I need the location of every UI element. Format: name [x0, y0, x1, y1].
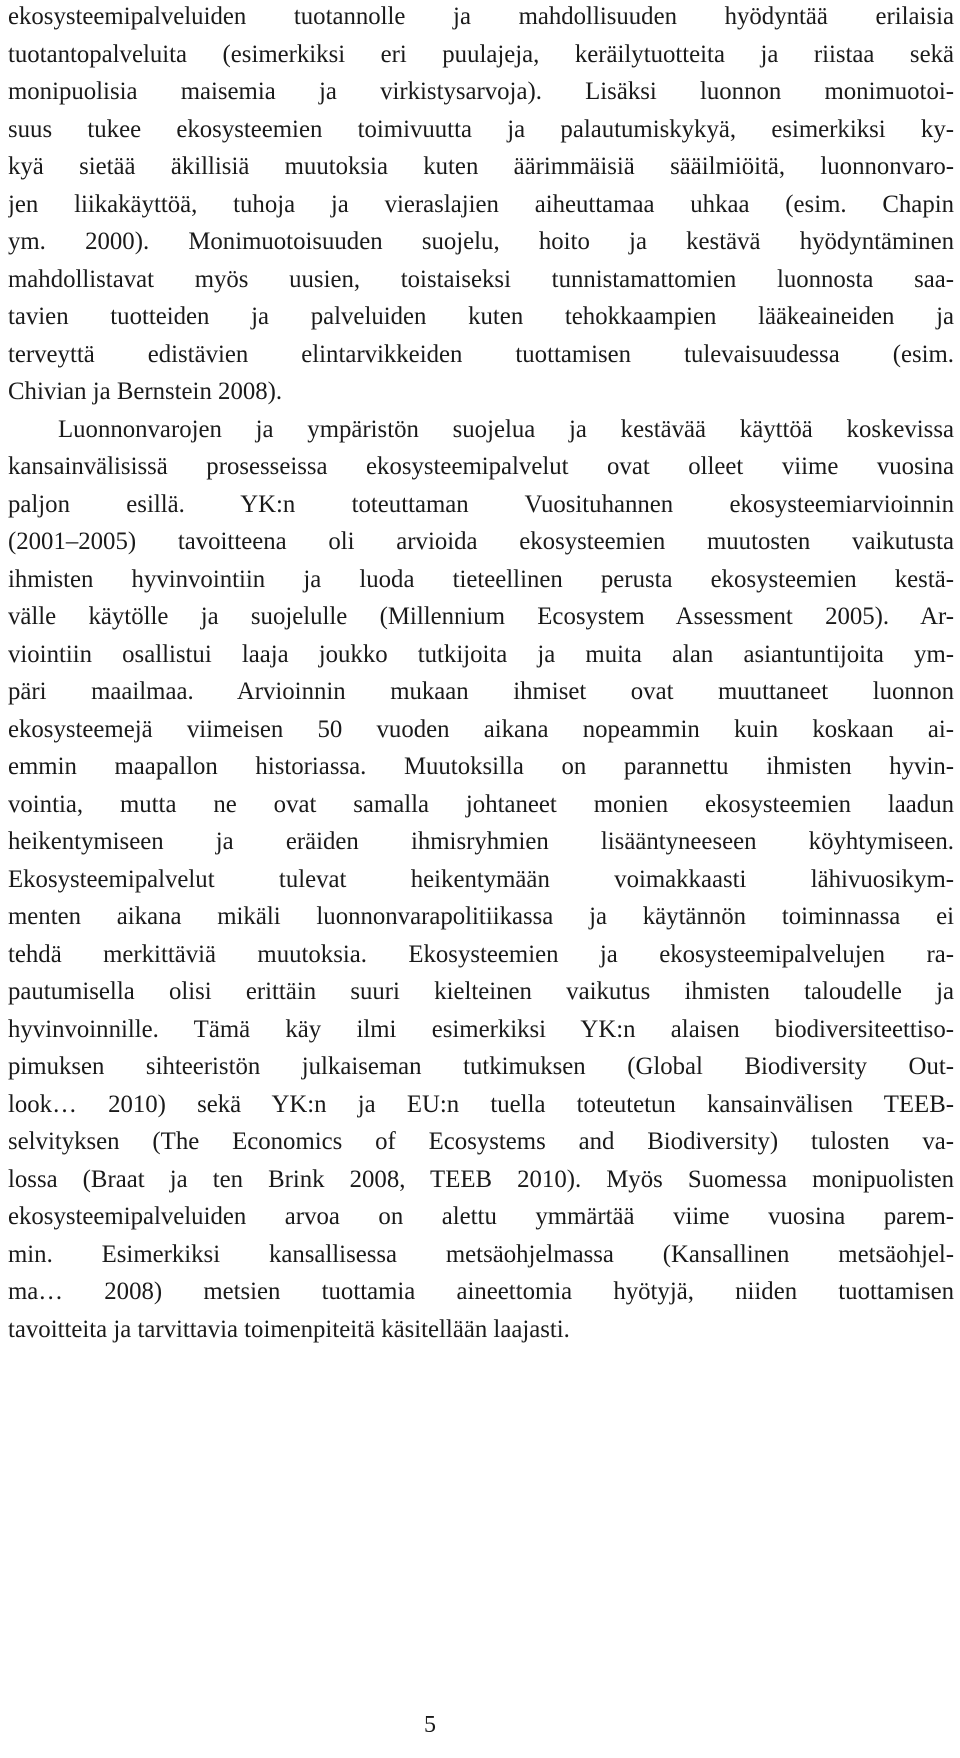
text-line: pautumisella olisi erittäin suuri kielteinen vaikutus ihmisten taloudelle ja	[8, 978, 954, 1005]
text-line: päri maailmaa. Arvioinnin mukaan ihmiset ovat muuttaneet luonnon	[8, 678, 954, 705]
text-line: monipuolisia maisemia ja virkistysarvoja). Lisäksi luonnon monimuotoi-	[8, 78, 954, 105]
text-line: lossa (Braat ja ten Brink 2008, TEEB 2010). Myös Suomessa monipuolisten	[8, 1165, 954, 1193]
body-text	[8, 0, 954, 1348]
text-line: Chivian ja Bernstein 2008).	[8, 378, 283, 405]
text-line: ekosysteemejä viimeisen 50 vuoden aikana nopeammin kuin koskaan ai-	[8, 715, 954, 743]
paragraph-2	[8, 411, 954, 1349]
text-line: menten aikana mikäli luonnonvarapolitiikassa ja käytännön toiminnassa ei	[8, 903, 954, 930]
text-line: emmin maapallon historiassa. Muutoksilla on parannettu ihmisten hyvin-	[8, 753, 954, 780]
text-line: tuotantopalveluita (esimerkiksi eri puulajeja, keräilytuotteita ja riistaa sekä	[8, 40, 954, 68]
text-line: ma… 2008) metsien tuottamia aineettomia hyötyjä, niiden tuottamisen	[8, 1278, 954, 1305]
text-line: ekosysteemipalveluiden tuotannolle ja mahdollisuuden hyödyntää erilaisia	[8, 3, 954, 30]
text-line: heikentymiseen ja eräiden ihmisryhmien lisääntyneeseen köyhtymiseen.	[8, 828, 954, 855]
text-line: selvityksen (The Economics of Ecosystems and Biodiversity) tulosten va-	[8, 1128, 954, 1155]
text-line: min. Esimerkiksi kansallisessa metsäohjelmassa (Kansallinen metsäohjel-	[8, 1240, 954, 1268]
text-line: vointia, mutta ne ovat samalla johtaneet monien ekosysteemien laadun	[8, 790, 954, 818]
text-line: välle käytölle ja suojelulle (Millennium Ecosystem Assessment 2005). Ar-	[8, 603, 954, 630]
text-line: jen liikakäyttöä, tuhoja ja vieraslajien aiheuttamaa uhkaa (esim. Chapin	[8, 190, 954, 218]
text-line: terveyttä edistävien elintarvikkeiden tuottamisen tulevaisuudessa (esim.	[8, 340, 954, 368]
text-line: tavien tuotteiden ja palveluiden kuten tehokkaampien lääkeaineiden ja	[8, 303, 954, 330]
text-line: look… 2010) sekä YK:n ja EU:n tuella toteutetun kansainvälisen TEEB-	[8, 1090, 954, 1118]
text-line: tehdä merkittäviä muutoksia. Ekosysteemien ja ekosysteemipalvelujen ra-	[8, 940, 954, 968]
text-line: ym. 2000). Monimuotoisuuden suojelu, hoito ja kestävä hyödyntäminen	[8, 228, 954, 255]
text-line: viointiin osallistui laaja joukko tutkijoita ja muita alan asiantuntijoita ym-	[8, 640, 954, 668]
text-line: tavoitteita ja tarvittavia toimenpiteitä käsitellään laajasti.	[8, 1315, 570, 1343]
paragraph-1	[8, 0, 954, 411]
text-line: ekosysteemipalveluiden arvoa on alettu ymmärtää viime vuosina parem-	[8, 1203, 954, 1230]
text-line: pimuksen sihteeristön julkaiseman tutkimuksen (Global Biodiversity Out-	[8, 1053, 954, 1080]
text-line: paljon esillä. YK:n toteuttaman Vuosituhannen ekosysteemiarvioinnin	[8, 490, 954, 518]
text-line: suus tukee ekosysteemien toimivuutta ja palautumiskykyä, esimerkiksi ky-	[8, 115, 954, 143]
text-line: kansainvälisissä prosesseissa ekosysteemipalvelut ovat olleet viime vuosina	[8, 453, 954, 480]
text-line: ihmisten hyvinvointiin ja luoda tieteellinen perusta ekosysteemien kestä-	[8, 565, 954, 593]
text-line: Ekosysteemipalvelut tulevat heikentymään voimakkaasti lähivuosikym-	[8, 865, 954, 893]
text-line: Luonnonvarojen ja ympäristön suojelua ja kestävää käyttöä koskevissa	[58, 415, 954, 443]
text-line: kyä sietää äkillisiä muutoksia kuten äärimmäisiä sääilmiöitä, luonnonvaro-	[8, 153, 954, 180]
text-line: mahdollistavat myös uusien, toistaiseksi tunnistamattomien luonnosta saa-	[8, 265, 954, 293]
page-number-container	[0, 1710, 960, 1740]
page-number: 5	[424, 1712, 436, 1738]
text-line: (2001–2005) tavoitteena oli arvioida ekosysteemien muutosten vaikutusta	[8, 528, 954, 555]
text-line: hyvinvoinnille. Tämä käy ilmi esimerkiksi YK:n alaisen biodiversiteettiso-	[8, 1015, 954, 1043]
